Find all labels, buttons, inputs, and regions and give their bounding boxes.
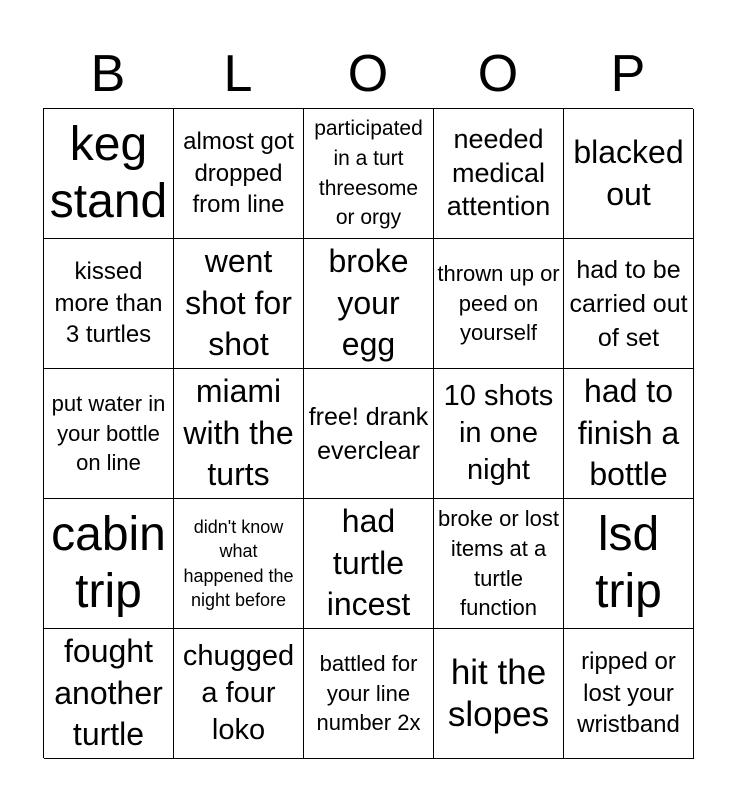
bingo-cell[interactable]: [564, 109, 694, 239]
cell-text: had to finish a bottle: [577, 373, 680, 493]
cell-text: blacked out: [573, 133, 684, 212]
header-letter-l: L: [223, 45, 253, 103]
bingo-cell[interactable]: [174, 239, 304, 369]
cell-text: chugged a four loko: [182, 639, 295, 747]
cell-text: ripped or lost your wristband: [577, 648, 680, 739]
bingo-cell[interactable]: [44, 369, 174, 499]
bingo-cell[interactable]: [304, 239, 434, 369]
bingo-cell[interactable]: [304, 499, 434, 629]
cell-text: didn't know what happened the night before: [183, 516, 294, 610]
cell-text: went shot for shot: [185, 243, 292, 363]
cell-text: keg stand: [49, 118, 168, 228]
header-letter-o: O: [347, 45, 389, 103]
cell-text: needed medical attention: [446, 123, 551, 222]
bingo-cell[interactable]: [434, 369, 564, 499]
bingo-cell[interactable]: [174, 109, 304, 239]
cell-text: almost got dropped from line: [183, 128, 294, 219]
bingo-cell[interactable]: [44, 499, 174, 629]
cell-text: lsd trip: [595, 508, 662, 618]
bingo-cell[interactable]: [434, 239, 564, 369]
header-letter-o-second: O: [477, 45, 519, 103]
bingo-cell[interactable]: [44, 629, 174, 759]
cell-text: broke your egg: [328, 243, 409, 363]
bingo-cell[interactable]: [564, 499, 694, 629]
bingo-cell[interactable]: [304, 629, 434, 759]
cell-text: miami with the turts: [183, 373, 294, 493]
bingo-cell[interactable]: [304, 109, 434, 239]
bingo-cell[interactable]: [304, 369, 434, 499]
bingo-cell[interactable]: [174, 499, 304, 629]
bingo-cell[interactable]: [44, 239, 174, 369]
cell-text: had to be carried out of set: [569, 255, 688, 352]
cell-text: fought another turtle: [54, 633, 163, 753]
bingo-board: [43, 108, 693, 758]
cell-text: hit the slopes: [447, 652, 550, 734]
header-letter-b: B: [90, 45, 126, 103]
cell-text: participated in a turt threesome or orgy: [314, 116, 423, 230]
cell-text: kissed more than 3 turtles: [54, 258, 163, 349]
bingo-header: [43, 40, 693, 108]
cell-text: battled for your line number 2x: [316, 650, 421, 736]
bingo-cell[interactable]: [174, 629, 304, 759]
header-letter-p: P: [610, 45, 646, 103]
cell-text: put water in your bottle on line: [51, 390, 166, 476]
bingo-cell[interactable]: [434, 499, 564, 629]
cell-text: had turtle incest: [326, 503, 411, 623]
bingo-cell[interactable]: [44, 109, 174, 239]
bingo-cell[interactable]: [564, 629, 694, 759]
bingo-cell[interactable]: [564, 369, 694, 499]
bingo-cell[interactable]: [434, 109, 564, 239]
cell-text: cabin trip: [51, 508, 166, 618]
bingo-cell[interactable]: [174, 369, 304, 499]
cell-text: 10 shots in one night: [443, 379, 554, 487]
cell-text: free! drank everclear: [308, 402, 429, 465]
cell-text: broke or lost items at a turtle function: [437, 505, 560, 621]
cell-text: thrown up or peed on yourself: [437, 260, 560, 346]
bingo-cell[interactable]: [564, 239, 694, 369]
bingo-cell[interactable]: [434, 629, 564, 759]
